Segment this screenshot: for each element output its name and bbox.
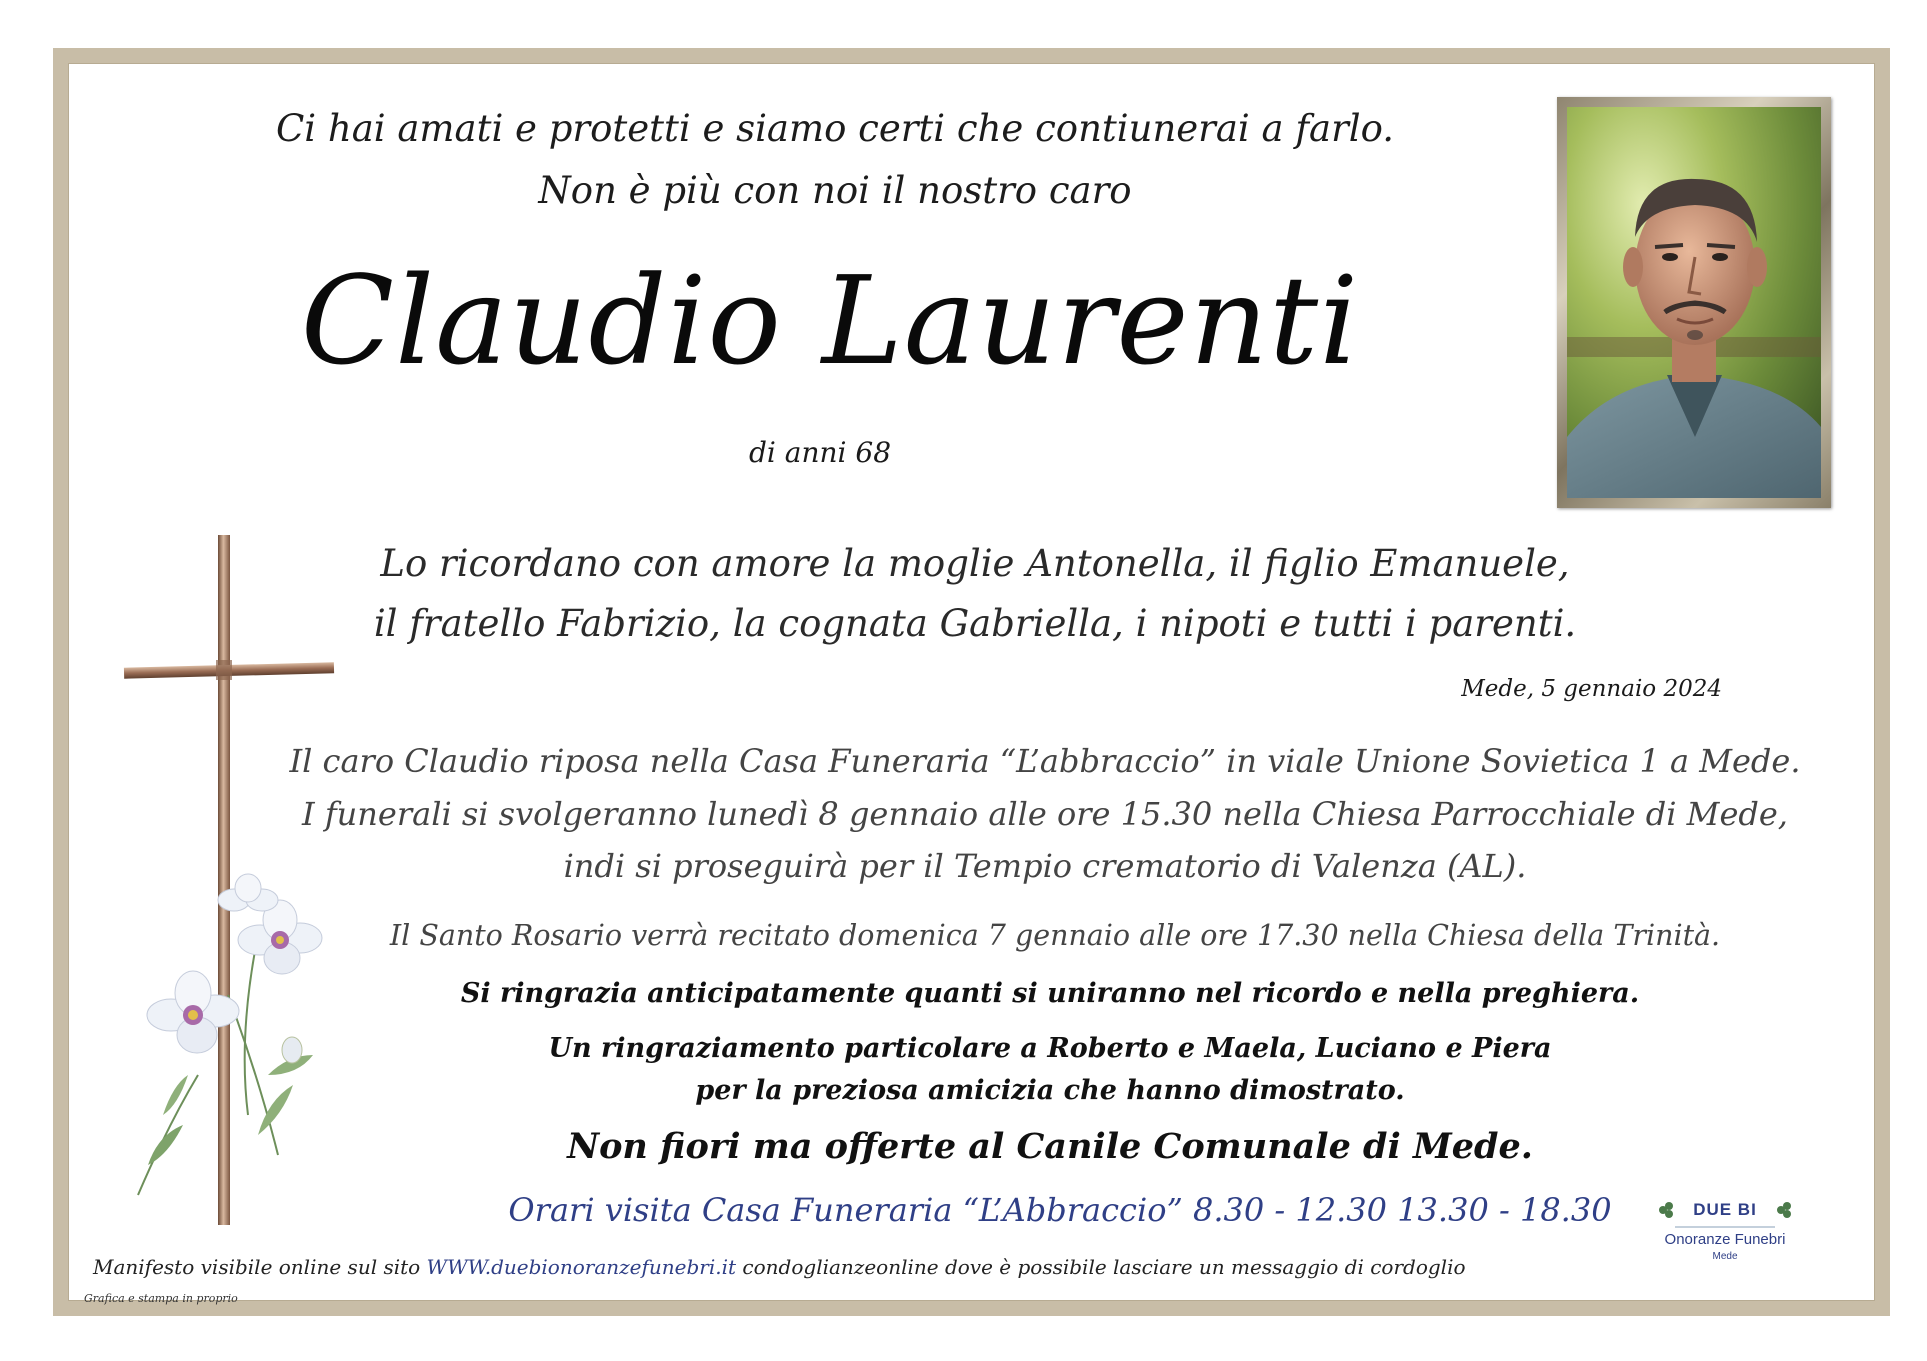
logo-subtitle: Onoranze Funebri (1664, 1231, 1786, 1248)
online-notice (93, 1255, 1466, 1279)
online-prefix: Manifesto visibile online sul sito (93, 1255, 421, 1279)
portrait-illustration (1567, 107, 1821, 498)
funeral-line-1: Il caro Claudio riposa nella Casa Funeraria “L’abbraccio” in viale Unione Sovietica 1 a Mede. (289, 742, 1801, 780)
intro-line-1: Ci hai amati e protetti e siamo certi che contiunerai a farlo. (275, 107, 1394, 150)
online-suffix: condoglianzeonline dove è possibile lasciare un messaggio di cordoglio (742, 1255, 1466, 1279)
website-link[interactable]: WWW.duebionoranzefunebri.it (426, 1255, 737, 1279)
portrait-frame (1557, 97, 1831, 508)
cross-vertical-bar (218, 535, 230, 1225)
deceased-age: di anni 68 (748, 436, 892, 469)
portrait-photo (1567, 107, 1821, 498)
deceased-name: Claudio Laurenti (300, 250, 1360, 392)
logo-title: DUE BI (1693, 1200, 1757, 1219)
thanks-line-1: Si ringrazia anticipatamente quanti si uniranno nel ricordo e nella preghiera. (460, 978, 1640, 1009)
logo-city: Mede (1712, 1251, 1738, 1262)
intro-line-2: Non è più con noi il nostro caro (538, 169, 1132, 212)
printer-note: Grafica e stampa in proprio (84, 1292, 238, 1305)
family-line-2: il fratello Fabrizio, la cognata Gabriella, i nipoti e tutti i parenti. (373, 602, 1577, 645)
family-line-1: Lo ricordano con amore la moglie Antonella, il figlio Emanuele, (380, 542, 1570, 585)
funeral-line-3: indi si proseguirà per il Tempio crematorio di Valenza (AL). (563, 847, 1527, 885)
visiting-hours: Orari visita Casa Funeraria “L’Abbraccio” 8.30 - 12.30 13.30 - 18.30 (508, 1191, 1612, 1229)
dateline: Mede, 5 gennaio 2024 (1461, 676, 1722, 702)
thanks-line-3: per la preziosa amicizia che hanno dimostrato. (695, 1075, 1405, 1106)
thanks-line-2: Un ringraziamento particolare a Roberto e Maela, Luciano e Piera (548, 1033, 1552, 1064)
no-flowers-notice: Non fiori ma offerte al Canile Comunale di Mede. (567, 1126, 1533, 1167)
funeral-line-2: I funerali si svolgeranno lunedì 8 gennaio alle ore 15.30 nella Chiesa Parrocchiale di Mede, (302, 795, 1788, 833)
funeral-home-logo (1655, 1200, 1795, 1270)
rosary-line: Il Santo Rosario verrà recitato domenica 7 gennaio alle ore 17.30 nella Chiesa della Trinità. (389, 919, 1721, 952)
